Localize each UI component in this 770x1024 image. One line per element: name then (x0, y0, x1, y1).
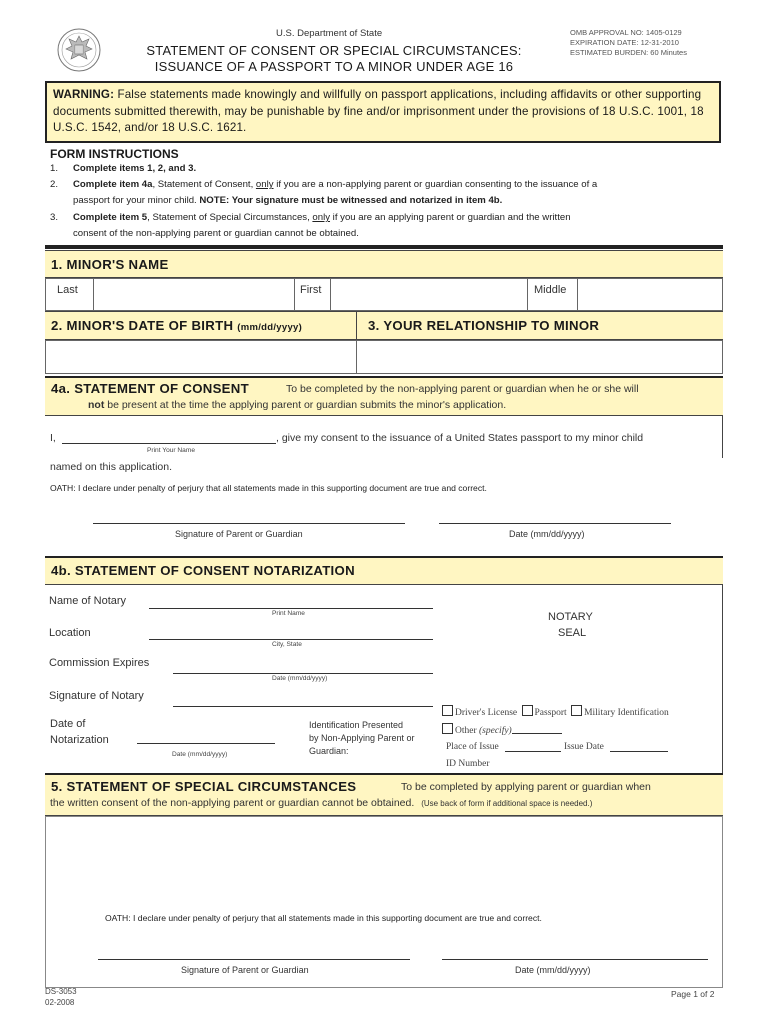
instruction-item-2 (50, 177, 722, 209)
parent-signature-line[interactable] (93, 523, 405, 524)
consent-line2: named on this application. (50, 461, 172, 473)
dob-input[interactable] (45, 340, 357, 374)
specify-label: (specify) (479, 726, 512, 736)
commission-date-hint: Date (mm/dd/yyyy) (272, 675, 328, 682)
id-number-label: ID Number (446, 759, 490, 769)
id-type-row (442, 705, 669, 718)
desc-not: not (88, 399, 105, 411)
other-specify-line[interactable] (512, 733, 562, 734)
instruction-note: NOTE: Your signature must be witnessed and notarized in item 4b. (199, 195, 503, 206)
section4a-desc2 (88, 399, 506, 411)
instruction-text: Complete items 1, 2, and 3. (73, 163, 197, 174)
middle-name-input[interactable] (577, 278, 723, 311)
commission-label: Commission Expires (49, 657, 150, 669)
id-presented-line3: Guardian: (309, 746, 349, 756)
section-divider (45, 245, 723, 249)
instruction-text: consent of the non-applying parent or guardian cannot be obtained. (73, 228, 359, 239)
consent-suffix: , give my consent to the issuance of a United States passport to my minor child (276, 432, 644, 444)
last-label: Last (57, 284, 78, 296)
place-of-issue-line[interactable] (505, 751, 561, 752)
section4a-title: 4a. STATEMENT OF CONSENT (51, 381, 249, 396)
first-name-input[interactable] (330, 278, 528, 311)
notary-name-label: Name of Notary (49, 595, 127, 607)
form-title-line1: STATEMENT OF CONSENT OR SPECIAL CIRCUMSTANCES: (146, 43, 522, 58)
instruction-text: passport for your minor child. (73, 195, 200, 206)
notarization-date-hint: Date (mm/dd/yyyy) (172, 751, 228, 758)
middle-label: Middle (534, 284, 567, 296)
print-your-name-label: Print Your Name (147, 447, 196, 454)
instruction-item-1 (50, 161, 722, 177)
print-name-hint: Print Name (272, 610, 305, 617)
instruction-bold: Complete item 4a (73, 179, 153, 190)
section5-desc2 (50, 797, 592, 809)
instructions-list (50, 161, 722, 243)
passport-label: Passport (534, 708, 567, 718)
warning-box (45, 81, 721, 143)
instruction-text: , Statement of Special Circumstances, (147, 212, 313, 223)
instruction-text: if you are an applying parent or guardian and the written (330, 212, 571, 223)
instruction-num: 1. (50, 163, 59, 174)
form-title-line2: ISSUANCE OF A PASSPORT TO A MINOR UNDER AGE 16 (154, 59, 514, 74)
section5-date-label: Date (mm/dd/yyyy) (515, 965, 591, 975)
expiration-date: EXPIRATION DATE: 12-31-2010 (570, 38, 679, 47)
parent-signature-label: Signature of Parent or Guardian (175, 529, 303, 539)
relationship-input[interactable] (356, 340, 723, 374)
instruction-num: 2. (50, 179, 59, 190)
form-date: 02-2008 (45, 998, 75, 1007)
notary-signature-label: Signature of Notary (49, 690, 144, 702)
commission-line[interactable] (173, 673, 433, 674)
section4b-title: 4b. STATEMENT OF CONSENT NOTARIZATION (51, 563, 355, 578)
first-label: First (300, 284, 322, 296)
special-circumstances-area[interactable] (45, 816, 723, 988)
section5-desc2-text: the written consent of the non-applying parent or guardian cannot be obtained. (50, 797, 415, 809)
parent-date-label: Date (mm/dd/yyyy) (509, 529, 585, 539)
issue-date-label: Issue Date (564, 742, 604, 752)
issue-date-line[interactable] (610, 751, 668, 752)
instructions-heading: FORM INSTRUCTIONS (50, 147, 179, 161)
notarization-date-line[interactable] (137, 743, 275, 744)
date-of-label: Date of (50, 718, 86, 730)
instruction-bold: Complete item 5 (73, 212, 148, 223)
desc-text: be present at the time the applying parent or guardian submits the minor's application. (104, 399, 507, 411)
dob-hint: (mm/dd/yyyy) (237, 322, 303, 333)
location-line[interactable] (149, 639, 433, 640)
section4a-desc1: To be completed by the non-applying parent or guardian when he or she will (286, 383, 639, 395)
parent-date-line[interactable] (439, 523, 671, 524)
notary-name-line[interactable] (149, 608, 433, 609)
section5-date-line[interactable] (442, 959, 708, 960)
section5-signature-line[interactable] (98, 959, 410, 960)
instruction-underline: only (255, 179, 274, 190)
estimated-burden: ESTIMATED BURDEN: 60 Minutes (570, 48, 687, 57)
warning-text: False statements made knowingly and willfully on passport applications, including affidavits or other supporting documents submitted therewith, may be punishable by fine and/or imprisonment under the provisions of 18 U.S.C. 1001, 18 U.S.C. 1542, and/or 18 U.S.C. 1621. (53, 88, 704, 134)
instruction-item-3 (50, 210, 722, 242)
notary-signature-line[interactable] (173, 706, 433, 707)
section5-desc1: To be completed by applying parent or guardian when (401, 781, 651, 793)
id-presented-line2: by Non-Applying Parent or (309, 733, 415, 743)
city-state-hint: City, State (272, 641, 302, 648)
passport-checkbox[interactable] (522, 705, 533, 716)
seal-label: SEAL (558, 627, 587, 639)
id-presented-line1: Identification Presented (309, 720, 404, 730)
section5-signature-label: Signature of Parent or Guardian (181, 965, 309, 975)
page-number: Page 1 of 2 (671, 989, 715, 999)
notary-label: NOTARY (548, 611, 593, 623)
section1-title: 1. MINOR'S NAME (51, 257, 169, 272)
department-seal-icon (56, 26, 102, 76)
right-border (722, 585, 723, 773)
instruction-text: if you are a non-applying parent or guardian consenting to the issuance of a (273, 179, 598, 190)
section5-desc2-note: (Use back of form if additional space is needed.) (421, 799, 593, 808)
other-label: Other (455, 726, 477, 736)
department-name: U.S. Department of State (276, 28, 383, 39)
drivers-license-label: Driver's License (455, 708, 518, 718)
consent-prefix: I, (50, 432, 56, 444)
military-id-checkbox[interactable] (571, 705, 582, 716)
location-label: Location (49, 627, 91, 639)
last-name-input[interactable] (93, 278, 295, 311)
instruction-num: 3. (50, 212, 59, 223)
other-row (442, 723, 512, 736)
section4a-oath: OATH: I declare under penalty of perjury that all statements made in this supporting document are true and correct. (50, 483, 487, 493)
notarization-label: Notarization (50, 734, 109, 746)
omb-approval: OMB APPROVAL NO: 1405-0129 (570, 28, 682, 37)
instruction-underline: only (312, 212, 331, 223)
warning-label: WARNING: (53, 88, 115, 101)
right-border (722, 416, 723, 458)
section3-title: 3. YOUR RELATIONSHIP TO MINOR (368, 318, 600, 333)
other-checkbox[interactable] (442, 723, 453, 734)
section5-oath: OATH: I declare under penalty of perjury that all statements made in this supporting document are true and correct. (105, 913, 542, 923)
drivers-license-checkbox[interactable] (442, 705, 453, 716)
instruction-text: , Statement of Consent, (152, 179, 256, 190)
form-number: DS-3053 (45, 987, 77, 996)
military-id-label: Military Identification (584, 708, 669, 718)
section2-title (51, 318, 302, 333)
dob-title: 2. MINOR'S DATE OF BIRTH (51, 318, 234, 333)
section5-title: 5. STATEMENT OF SPECIAL CIRCUMSTANCES (51, 779, 357, 794)
place-of-issue-label: Place of Issue (446, 742, 499, 752)
print-your-name-line[interactable] (62, 443, 276, 444)
